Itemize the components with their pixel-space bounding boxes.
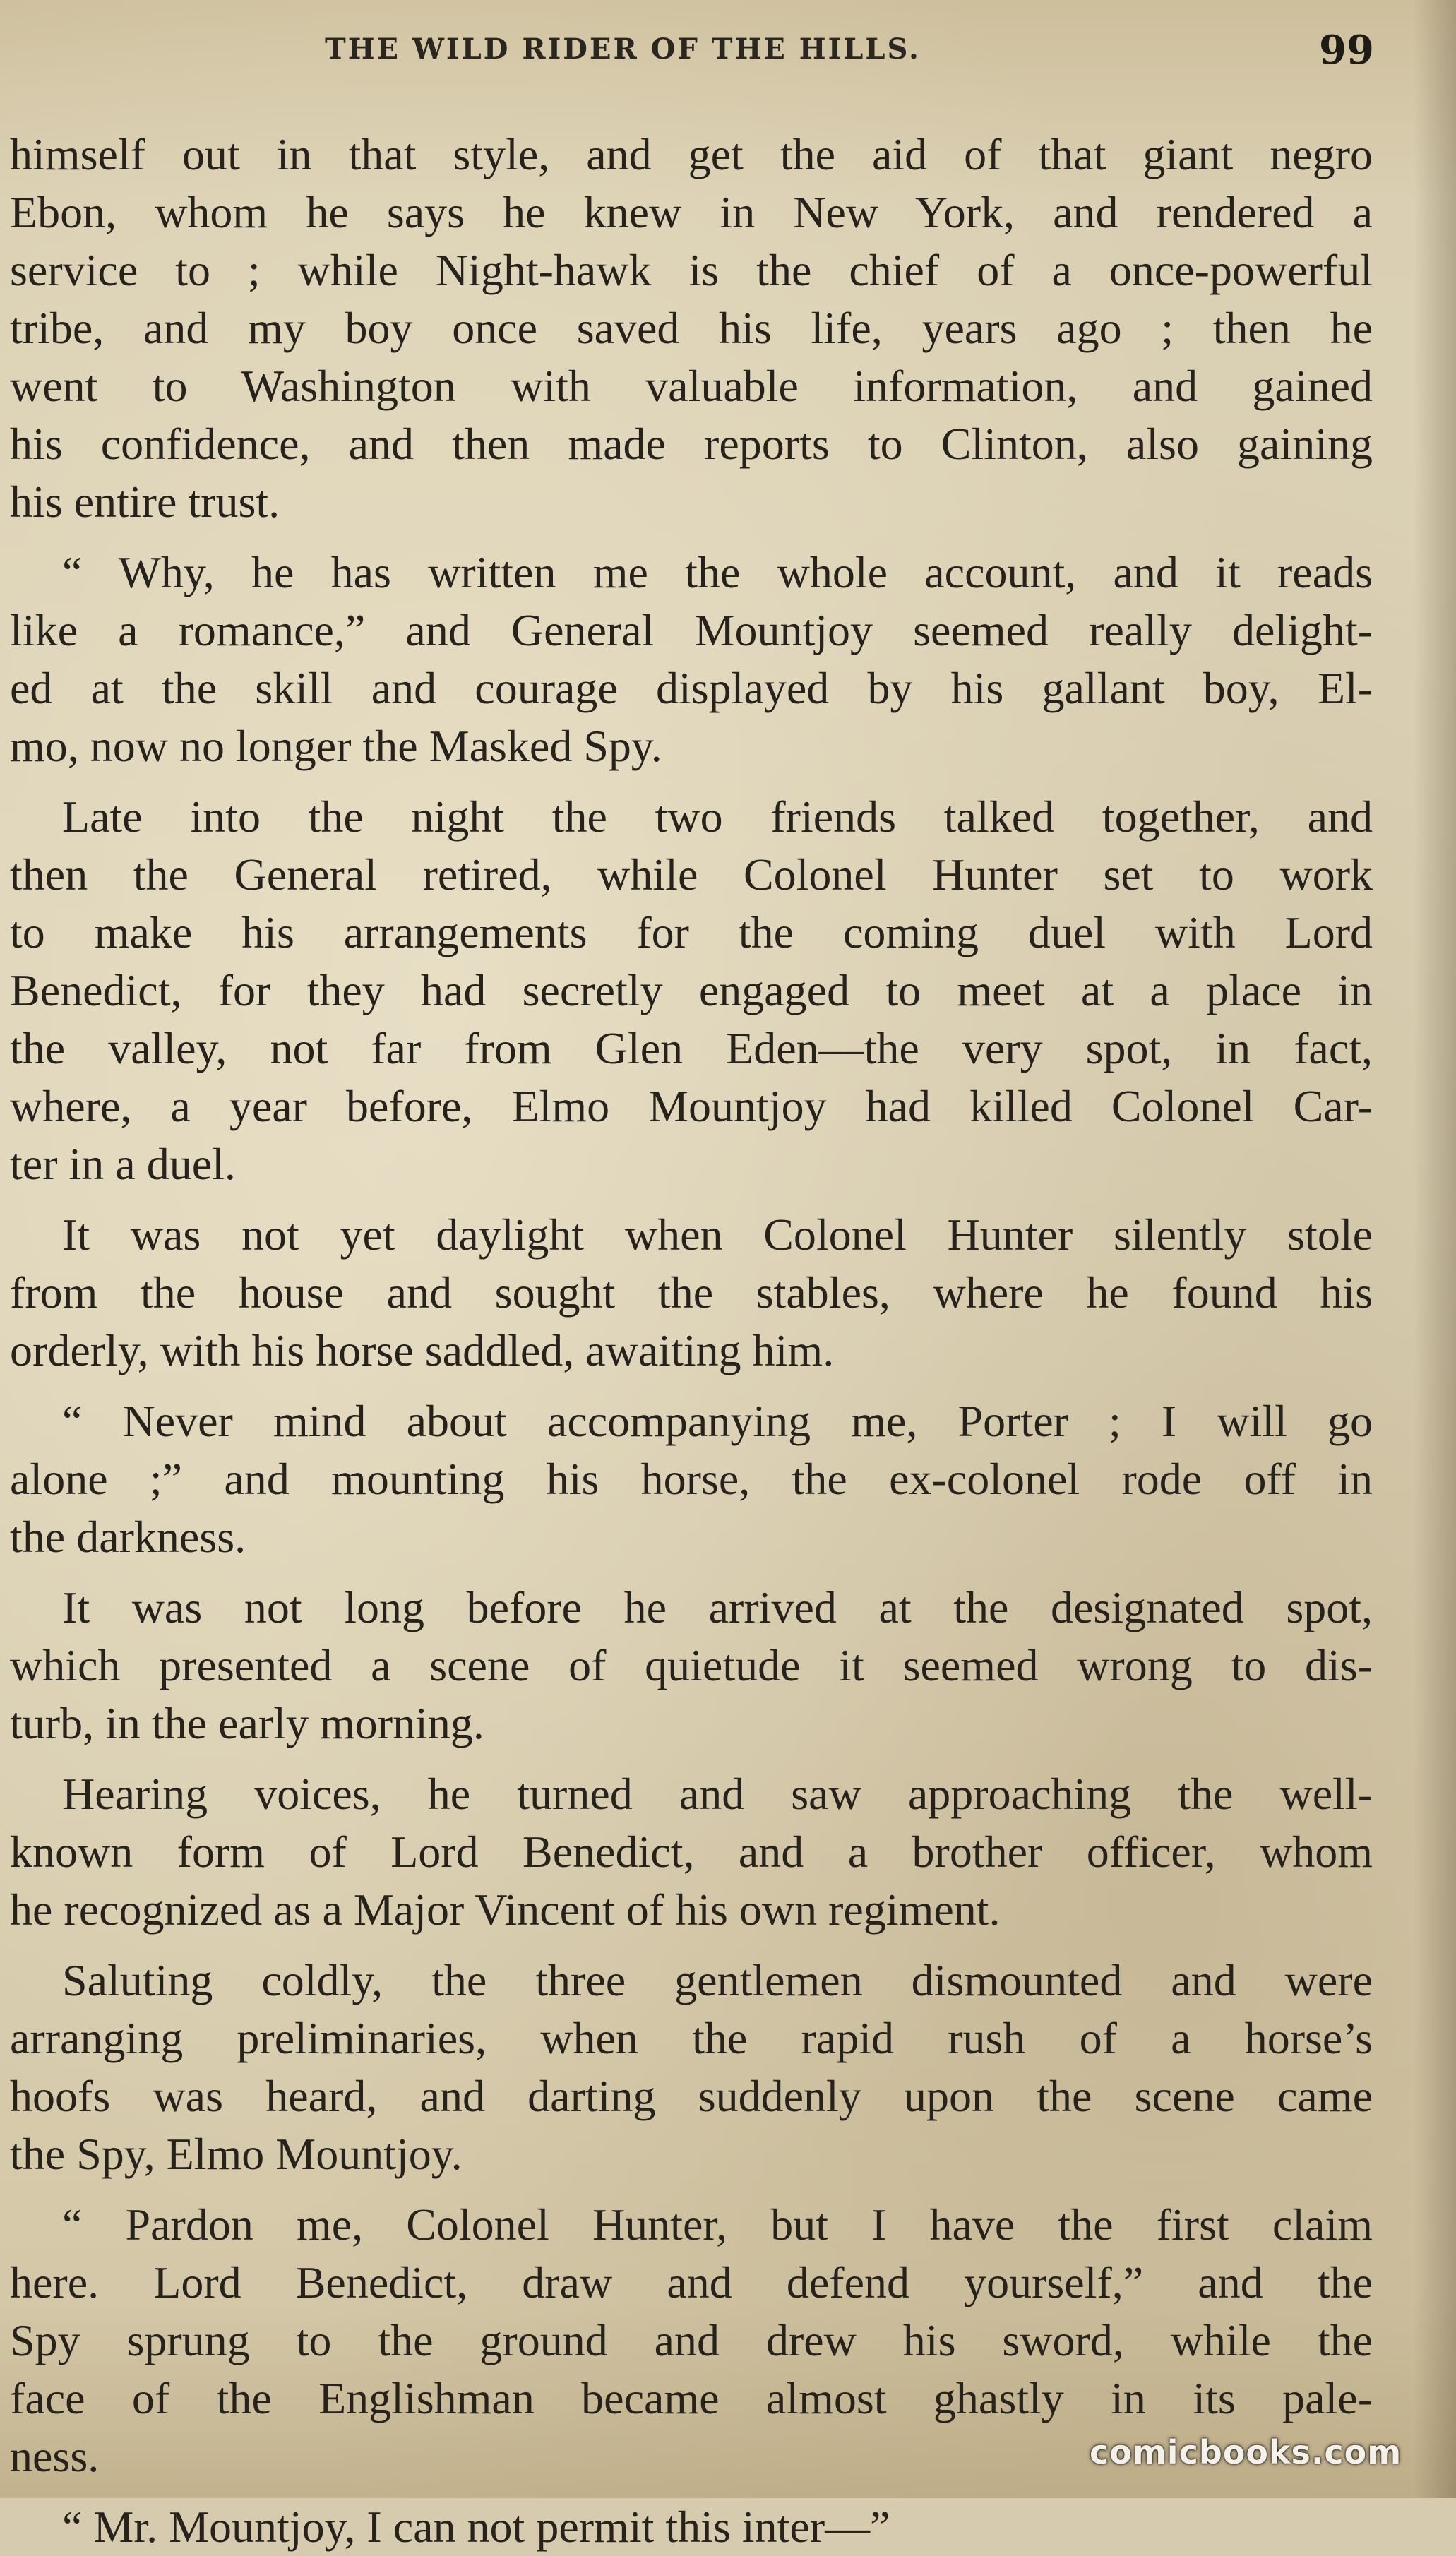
body-text [10, 126, 1373, 2556]
paragraph [10, 544, 1373, 775]
paragraph [10, 1392, 1373, 1566]
text-line: Saluting coldly, the three gentlemen dismounted and were [62, 1955, 1373, 2005]
text-line: the darkness. [10, 1512, 246, 1562]
text-line: “ Mr. Mountjoy, I can not permit this inter—” [62, 2502, 890, 2552]
text-line: It was not long before he arrived at the designated spot, [62, 1582, 1373, 1632]
text-line: orderly, with his horse saddled, awaiting him. [10, 1325, 835, 1375]
text-line: known form of Lord Benedict, and a brother officer, whom [10, 1827, 1373, 1877]
text-line: face of the Englishman became almost ghastly in its pale- [10, 2373, 1373, 2423]
page-header [0, 27, 1456, 83]
paragraph [10, 1579, 1373, 1752]
text-line: from the house and sought the stables, where he found his [10, 1267, 1373, 1318]
text-line: arranging preliminaries, when the rapid rush of a horse’s [10, 2013, 1373, 2063]
paragraph-gap [10, 2485, 1373, 2498]
text-line: hoofs was heard, and darting suddenly upon the scene came [10, 2071, 1373, 2121]
paragraph-gap [10, 1380, 1373, 1392]
text-line: the valley, not far from Glen Eden—the very spot, in fact, [10, 1023, 1373, 1073]
text-line: “ Pardon me, Colonel Hunter, but I have the first claim [62, 2199, 1373, 2250]
page-edge-shadow [1414, 0, 1456, 2498]
text-line: then the General retired, while Colonel Hunter set to work [10, 849, 1373, 900]
text-line: It was not yet daylight when Colonel Hunter silently stole [62, 1210, 1373, 1260]
text-line: he recognized as a Major Vincent of his own regiment. [10, 1885, 1001, 1935]
text-line: ness. [10, 2431, 100, 2481]
text-line: Benedict, for they had secretly engaged to meet at a place in [10, 965, 1373, 1015]
text-line: which presented a scene of quietude it seemed wrong to dis- [10, 1640, 1373, 1690]
paragraph [10, 126, 1373, 531]
paragraph-gap [10, 775, 1373, 788]
text-line: to make his arrangements for the coming duel with Lord [10, 907, 1373, 957]
paragraph-gap [10, 1566, 1373, 1579]
paragraph-gap [10, 531, 1373, 544]
text-line: here. Lord Benedict, draw and defend yourself,” and the [10, 2257, 1373, 2307]
paragraph [10, 788, 1373, 1193]
paragraph [10, 1765, 1373, 1939]
text-line: turb, in the early morning. [10, 1698, 484, 1748]
text-line: Spy sprung to the ground and drew his sword, while the [10, 2315, 1373, 2365]
text-line: tribe, and my boy once saved his life, years ago ; then he [10, 303, 1373, 353]
text-line: mo, now no longer the Masked Spy. [10, 721, 662, 771]
paragraph [10, 1206, 1373, 1380]
text-line: where, a year before, Elmo Mountjoy had killed Colonel Car- [10, 1081, 1373, 1131]
text-line: alone ;” and mounting his horse, the ex-colonel rode off in [10, 1454, 1373, 1504]
text-line: Ebon, whom he says he knew in New York, and rendered a [10, 187, 1373, 237]
paragraph [10, 1952, 1373, 2183]
text-line: ter in a duel. [10, 1139, 236, 1189]
text-line: ed at the skill and courage displayed by his gallant boy, El- [10, 663, 1373, 713]
text-line: himself out in that style, and get the aid of that giant negro [10, 129, 1373, 179]
page-number: 99 [1319, 27, 1374, 73]
text-line: “ Why, he has written me the whole account, and it reads [62, 547, 1373, 597]
text-line: his confidence, and then made reports to Clinton, also gaining [10, 419, 1373, 469]
paragraph [10, 2498, 1373, 2556]
text-line: the Spy, Elmo Mountjoy. [10, 2129, 463, 2179]
text-line: like a romance,” and General Mountjoy seemed really delight- [10, 605, 1373, 655]
watermark: comicbooks.com [1090, 2433, 1402, 2471]
paragraph-gap [10, 1939, 1373, 1952]
paragraph-gap [10, 2183, 1373, 2196]
text-line: went to Washington with valuable information, and gained [10, 361, 1373, 411]
text-line: service to ; while Night-hawk is the chief of a once-powerful [10, 245, 1373, 295]
paragraph-gap [10, 1752, 1373, 1765]
text-line: “ Never mind about accompanying me, Porter ; I will go [62, 1396, 1373, 1446]
text-line: his entire trust. [10, 477, 280, 527]
text-line: Late into the night the two friends talked together, and [62, 792, 1373, 842]
paragraph-gap [10, 1193, 1373, 1206]
text-line: Hearing voices, he turned and saw approaching the well- [62, 1769, 1373, 1819]
running-head: THE WILD RIDER OF THE HILLS. [325, 32, 921, 66]
